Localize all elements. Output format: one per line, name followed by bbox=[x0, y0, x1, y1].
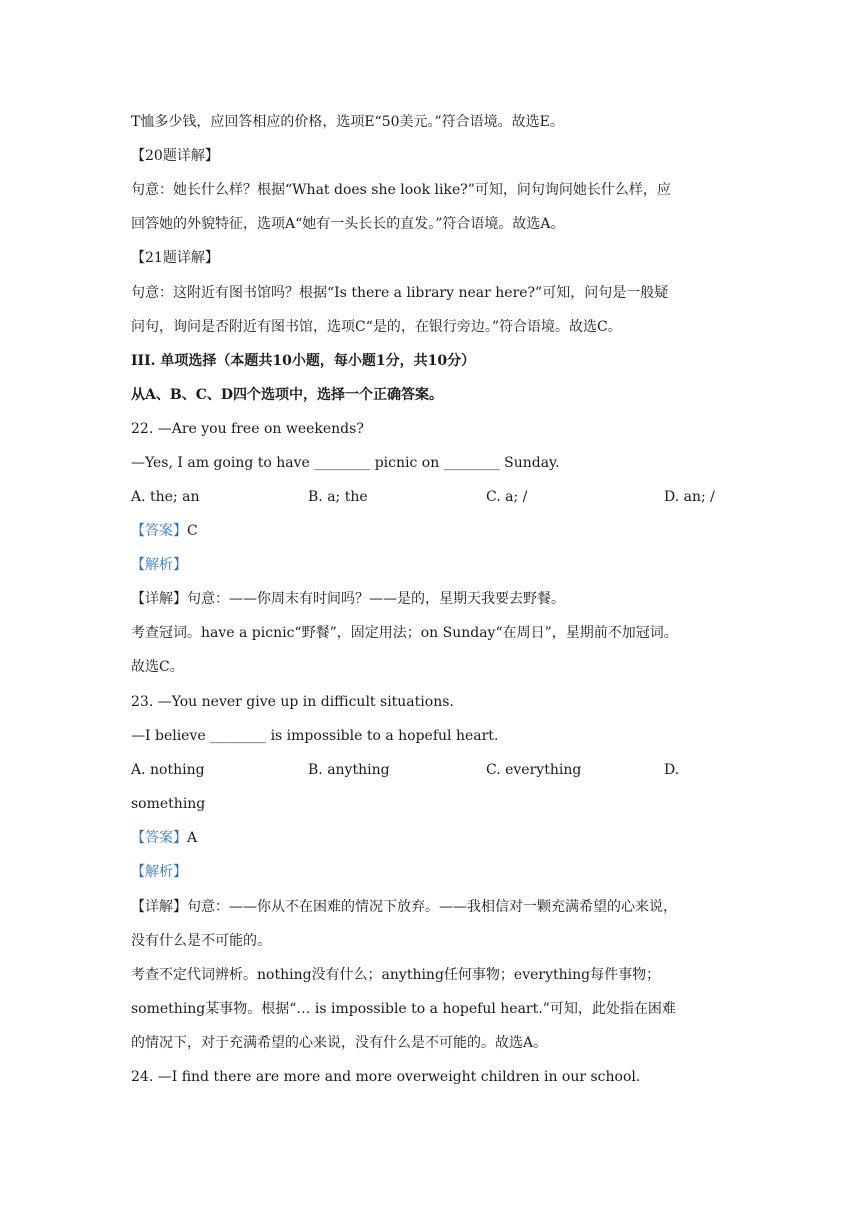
question-23-response: —I believe ________ is impossible to a hopeful heart. bbox=[131, 728, 499, 744]
analysis-label: 【解析】 bbox=[131, 864, 187, 880]
text-line: 句意：她长什么样？根据“What does she look like?”可知，问句询问她长什么样，应 bbox=[131, 182, 671, 198]
text-line: T恤多少钱，应回答相应的价格，选项E“50美元。”符合语境。故选E。 bbox=[131, 114, 564, 130]
option-d-wrap: something bbox=[131, 796, 206, 812]
section-title: III. 单项选择（本题共10小题，每小题1分，共10分） bbox=[131, 353, 476, 369]
detail-text: 句意：——你从不在困难的情况下放弃。——我相信对一颗充满希望的心来说， bbox=[187, 899, 677, 915]
answer-value: A bbox=[187, 830, 198, 846]
detail-text-cont: 没有什么是不可能的。 bbox=[131, 933, 271, 949]
text-line: 回答她的外貌特征，选项A“她有一头长长的直发。”符合语境。故选A。 bbox=[131, 216, 565, 232]
explanation-line: 故选C。 bbox=[131, 659, 184, 675]
answer-label: 【答案】 bbox=[131, 523, 187, 539]
section-heading-21: 【21题详解】 bbox=[131, 250, 219, 266]
analysis-label: 【解析】 bbox=[131, 557, 187, 573]
detail-label: 【详解】 bbox=[131, 591, 187, 607]
explanation-line: 考查不定代词辨析。nothing没有什么；anything任何事物；everything每件事物； bbox=[131, 967, 661, 983]
answer-row bbox=[131, 521, 198, 541]
detail-row bbox=[131, 589, 565, 609]
explanation-line: something某事物。根据“… is impossible to a hopeful heart.”可知，此处指在困难 bbox=[131, 1001, 676, 1017]
option-d: D. bbox=[664, 762, 680, 778]
option-a: A. nothing bbox=[131, 762, 205, 778]
answer-value: C bbox=[187, 523, 198, 539]
explanation-line: 的情况下，对于充满希望的心来说，没有什么是不可能的。故选A。 bbox=[131, 1035, 548, 1051]
explanation-line: 考查冠词。have a picnic“野餐”，固定用法；on Sunday“在周日”，星期前不加冠词。 bbox=[131, 625, 678, 641]
question-22-stem: 22. —Are you free on weekends? bbox=[131, 421, 364, 437]
text-line: 问句，询问是否附近有图书馆，选项C“是的，在银行旁边。”符合语境。故选C。 bbox=[131, 319, 622, 335]
option-b: B. a; the bbox=[308, 489, 368, 505]
text-line: 句意：这附近有图书馆吗？根据“Is there a library near here?”可知，问句是一般疑 bbox=[131, 285, 669, 301]
option-d: D. an; / bbox=[664, 489, 715, 505]
answer-row bbox=[131, 828, 197, 848]
question-24-stem: 24. —I find there are more and more overweight children in our school. bbox=[131, 1069, 641, 1085]
section-heading-20: 【20题详解】 bbox=[131, 148, 219, 164]
answer-label: 【答案】 bbox=[131, 830, 187, 846]
section-instruction: 从A、B、C、D四个选项中，选择一个正确答案。 bbox=[131, 387, 443, 403]
option-b: B. anything bbox=[308, 762, 390, 778]
detail-row bbox=[131, 897, 677, 917]
question-23-stem: 23. —You never give up in difficult situations. bbox=[131, 694, 454, 710]
question-22-response: —Yes, I am going to have ________ picnic on ________ Sunday. bbox=[131, 455, 560, 471]
option-c: C. everything bbox=[486, 762, 582, 778]
option-a: A. the; an bbox=[131, 489, 200, 505]
detail-label: 【详解】 bbox=[131, 899, 187, 915]
option-c: C. a; / bbox=[486, 489, 528, 505]
detail-text: 句意：——你周末有时间吗？——是的，星期天我要去野餐。 bbox=[187, 591, 565, 607]
